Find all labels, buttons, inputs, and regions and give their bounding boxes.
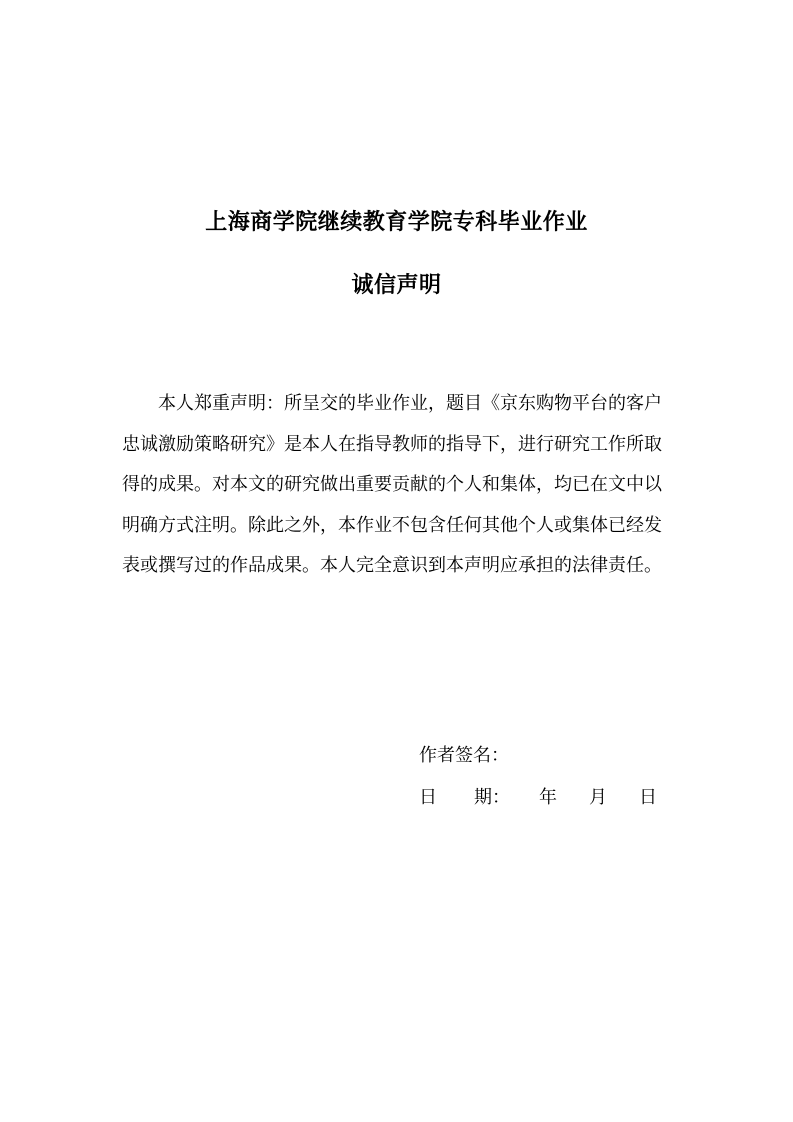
- year-label: 年: [539, 787, 557, 808]
- paragraph-line: 得的成果。对本文的研究做出重要贡献的个人和集体，均已在文中以: [122, 474, 662, 496]
- document-title: 上海商学院继续教育学院专科毕业作业: [205, 210, 588, 235]
- declaration-paragraph: [122, 384, 682, 587]
- author-signature-label: 作者签名：: [419, 745, 509, 766]
- day-label: 日: [639, 787, 657, 808]
- date-label-char-2: 期：: [474, 787, 510, 808]
- paragraph-line: 本人郑重声明：所呈交的毕业作业，题目《京东购物平台的客户: [158, 393, 662, 414]
- month-label: 月: [589, 787, 607, 808]
- document-subtitle: 诚信声明: [351, 273, 442, 298]
- paragraph-line: 表或撰写过的作品成果。本人完全意识到本声明应承担的法律责任。: [122, 555, 662, 577]
- paragraph-line: 明确方式注明。除此之外，本作业不包含任何其他个人或集体已经发: [122, 514, 662, 536]
- date-label-char-1: 日: [419, 787, 437, 808]
- date-line: [419, 783, 657, 809]
- paragraph-line: 忠诚激励策略研究》是本人在指导教师的指导下，进行研究工作所取: [122, 433, 662, 455]
